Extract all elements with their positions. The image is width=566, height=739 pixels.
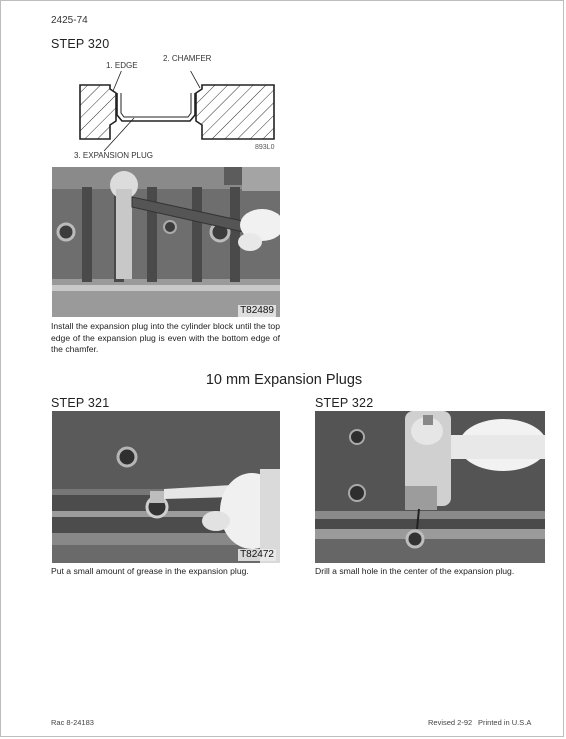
footer-printed: Printed in U.S.A (478, 718, 532, 727)
step-321-title: STEP 321 (51, 396, 110, 410)
document-id: 2425-74 (51, 15, 88, 26)
leader-edge (113, 71, 123, 91)
expansion-plug-cross-section-diagram (76, 71, 278, 151)
step-320-title: STEP 320 (51, 37, 110, 51)
drilling-plug-illustration (315, 411, 545, 563)
block-left (80, 85, 116, 139)
photo-code-320: T82489 (240, 305, 274, 316)
step-322-title: STEP 322 (315, 396, 374, 410)
step-320-photo (52, 167, 280, 317)
step-321-caption: Put a small amount of grease in the expansion plug. (51, 566, 249, 576)
block-right (196, 85, 274, 139)
photo-code-321: T82472 (240, 549, 274, 560)
footer-form-number: Rac 8-24183 (51, 718, 94, 727)
hammer-installing-plug-illustration (52, 167, 280, 317)
footer-revised: Revised 2-92 (428, 718, 473, 727)
step-320-caption: Install the expansion plug into the cylinder block until the top edge of the expansion plug is even with the bottom edge of the chamfer. (51, 321, 280, 354)
label-expansion-plug: 3. EXPANSION PLUG (74, 151, 153, 160)
step-322-photo (315, 411, 545, 563)
leader-chamfer (184, 71, 200, 88)
figure-code: 893L0 (255, 144, 275, 151)
step-321-photo (52, 411, 280, 563)
label-edge: 1. EDGE (106, 61, 138, 70)
greasing-plug-illustration (52, 411, 280, 563)
section-title: 10 mm Expansion Plugs (205, 372, 363, 388)
label-chamfer: 2. CHAMFER (163, 54, 212, 63)
step-322-caption: Drill a small hole in the center of the expansion plug. (315, 566, 515, 576)
